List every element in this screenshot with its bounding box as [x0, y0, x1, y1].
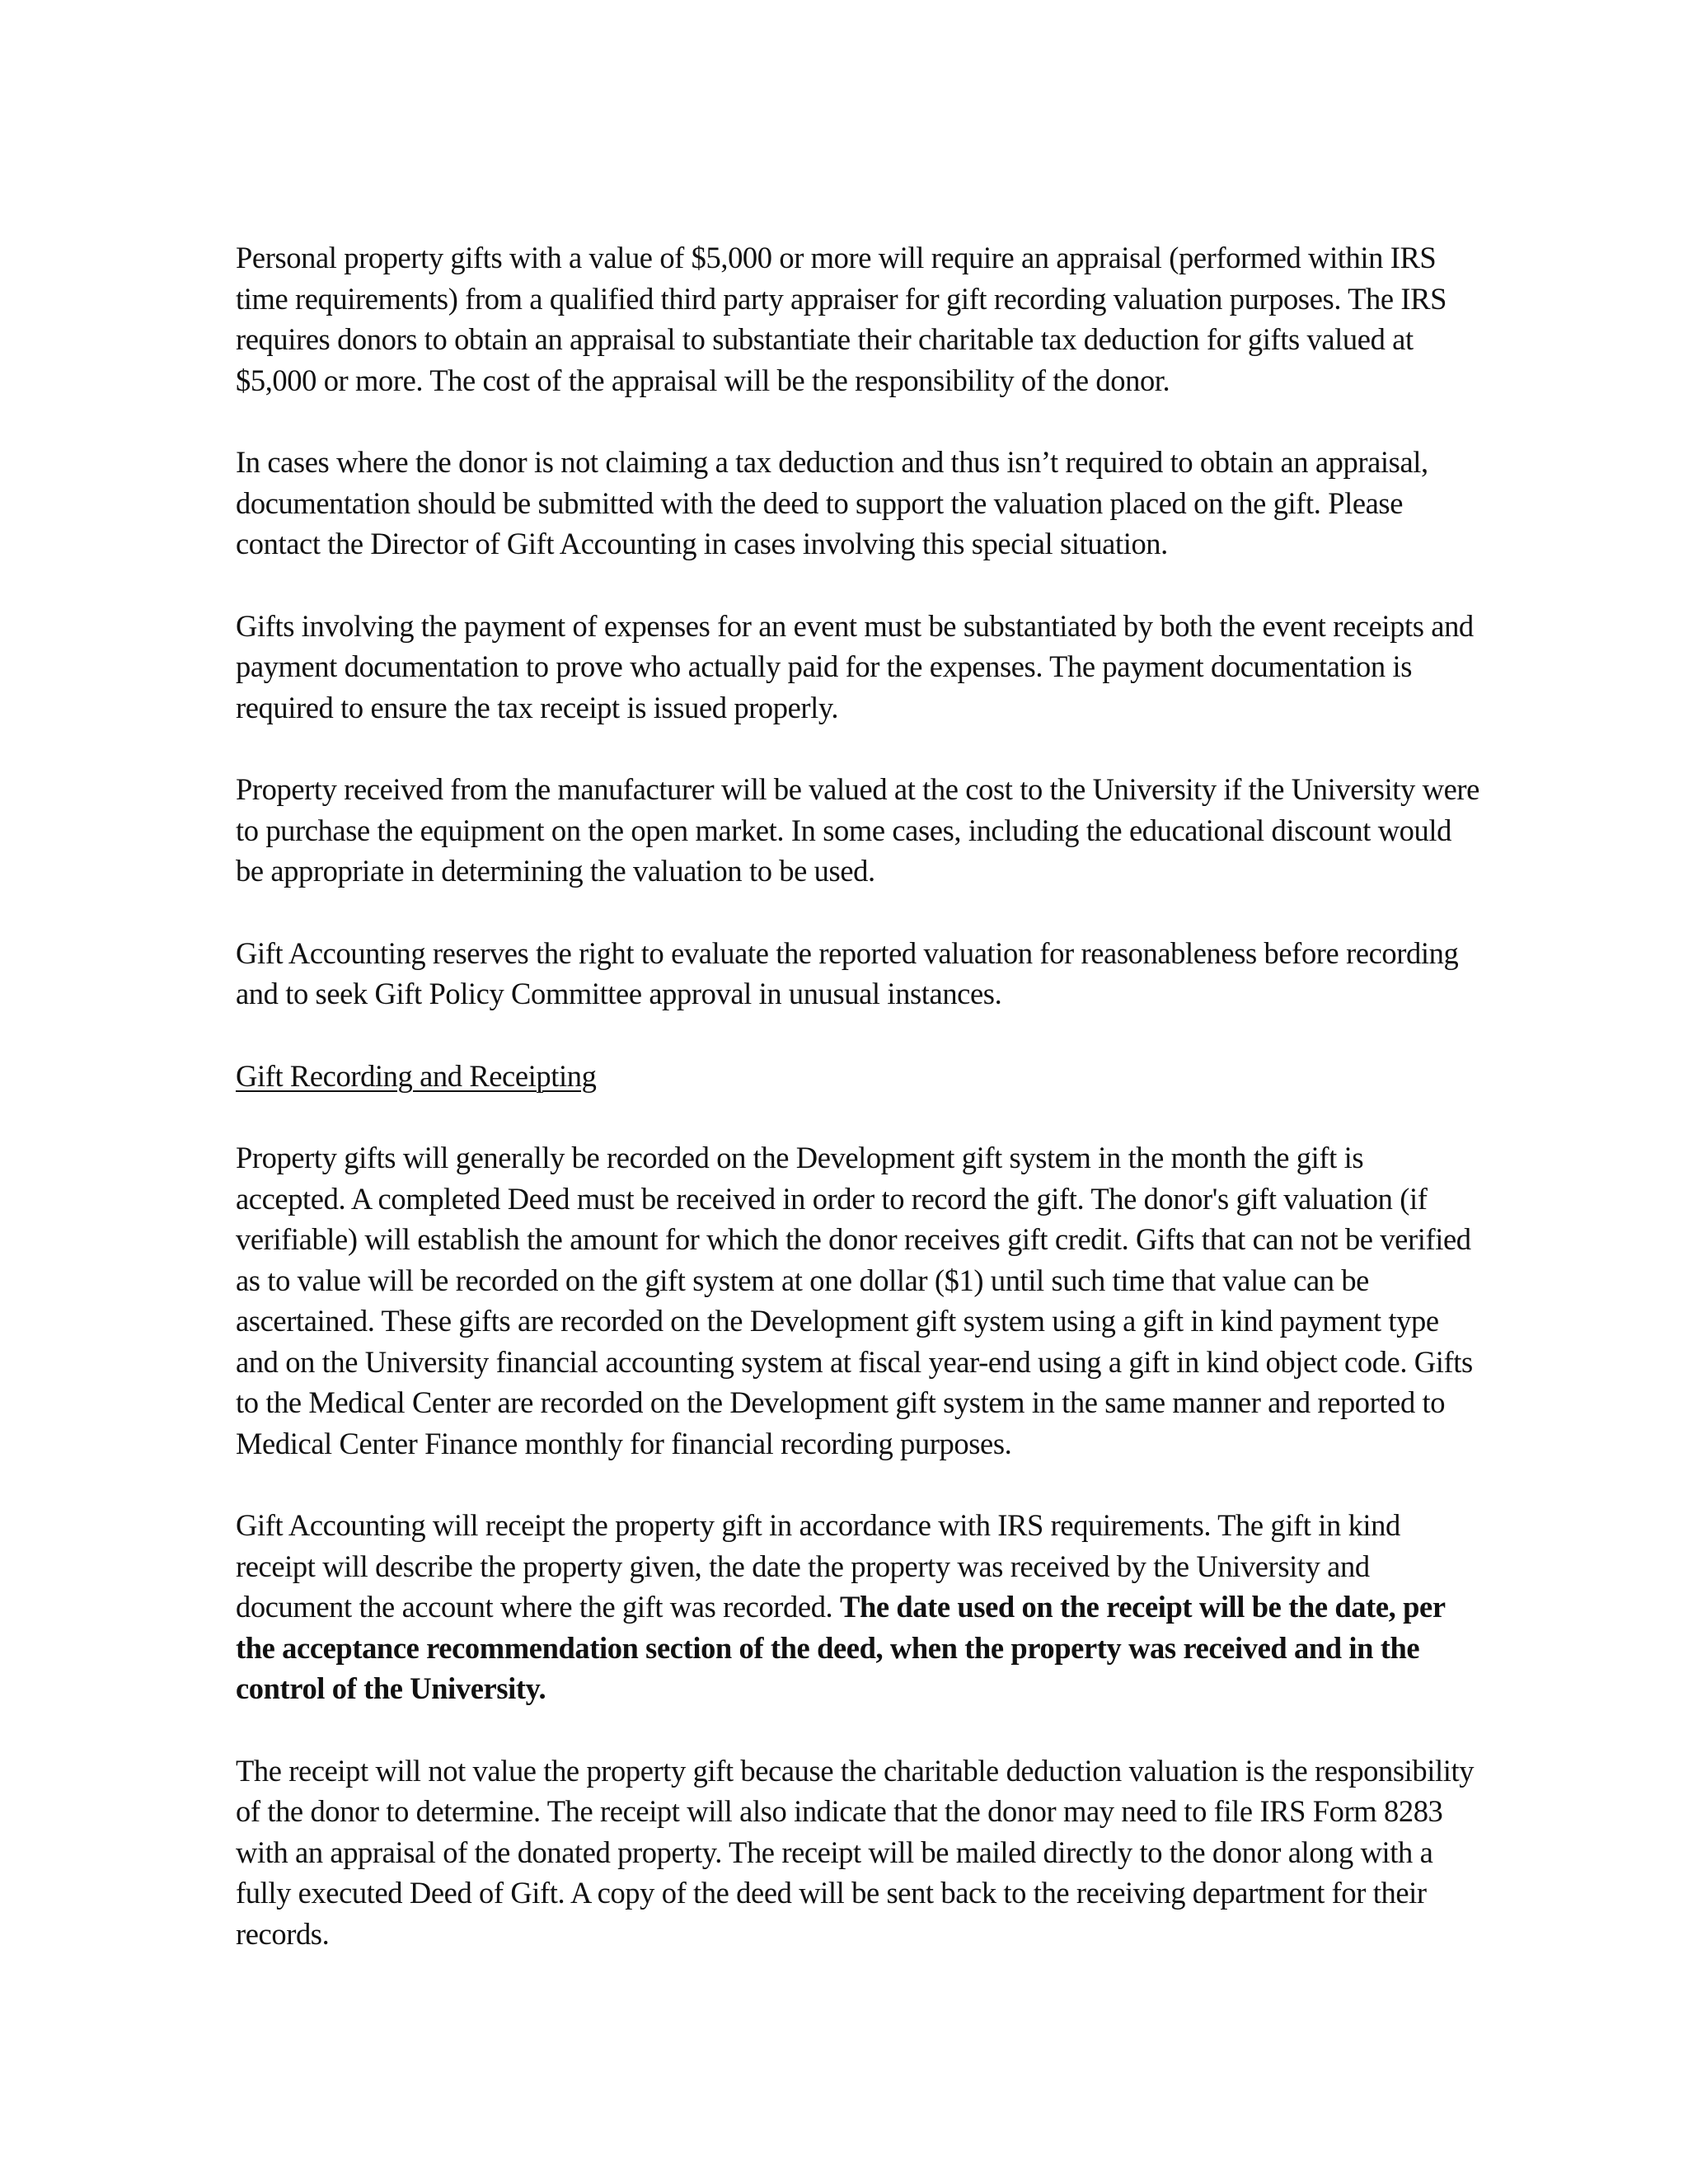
paragraph-manufacturer-property: Property received from the manufacturer will be valued at the cost to the University if the University were to purchase the equipment on the open market. In some cases, including the educational discount would be appropriate in determining the valuation to be used.: [236, 772, 1479, 888]
paragraph-no-tax-deduction: In cases where the donor is not claiming a tax deduction and thus isn’t required to obtain an appraisal, documentation should be submitted with the deed to support the valuation placed on the gift. Please contact the Director of Gift Accounting in cases involving this special situation.: [236, 445, 1428, 560]
paragraph-gift-recording: Property gifts will generally be recorded on the Development gift system in the month the gift is accepted. A completed Deed must be received in order to record the gift. The donor's gift valuation (if verifiable) will establish the amount for which the donor receives gift credit. Gifts that can not be verified as to value will be recorded on the gift system at one dollar ($1) until such time that value can be ascertained. These gifts are recorded on the Development gift system using a gift in kind payment type and on the University financial accounting system at fiscal year-end using a gift in kind object code. Gifts to the Medical Center are recorded on the Development gift system in the same manner and reported to Medical Center Finance monthly for financial recording purposes.: [236, 1141, 1473, 1460]
receipt-text-bold: The date used on the receipt will be the date, per the acceptance recommendation section of the deed, when the property was received and in the control of the University.: [236, 1590, 1445, 1705]
receipt-text-normal: Gift Accounting will receipt the property gift in accordance with IRS requirements. The gift in kind receipt will describe the property given, the date the property was received by the University and document the account where the gift was recorded.: [236, 1508, 1400, 1624]
paragraph-appraisal-requirement: Personal property gifts with a value of $5,000 or more will require an appraisal (performed within IRS time requirements) from a qualified third party appraiser for gift recording valuation purposes. The IRS requires donors to obtain an appraisal to substantiate their charitable tax deduction for gifts valued at $5,000 or more. The cost of the appraisal will be the responsibility of the donor.: [236, 241, 1447, 397]
paragraph-reasonableness-review: Gift Accounting reserves the right to evaluate the reported valuation for reasonableness before recording and to seek Gift Policy Committee approval in unusual instances.: [236, 935, 1459, 1010]
paragraph-gift-receipting: [236, 1505, 1480, 1709]
paragraph-event-expenses: Gifts involving the payment of expenses for an event must be substantiated by both the event receipts and payment documentation to prove who actually paid for the expenses. The payment documentation is required to ensure the tax receipt is issued properly.: [236, 608, 1474, 724]
document-page: [236, 237, 1480, 1995]
section-heading: Gift Recording and Receipting: [236, 1058, 597, 1093]
paragraph-receipt-valuation: The receipt will not value the property gift because the charitable deduction valuation is the responsibility of the donor to determine. The receipt will also indicate that the donor may need to file IRS Form 8283 with an appraisal of the donated property. The receipt will be mailed directly to the donor along with a fully executed Deed of Gift. A copy of the deed will be sent back to the receiving department for their records.: [236, 1753, 1475, 1951]
